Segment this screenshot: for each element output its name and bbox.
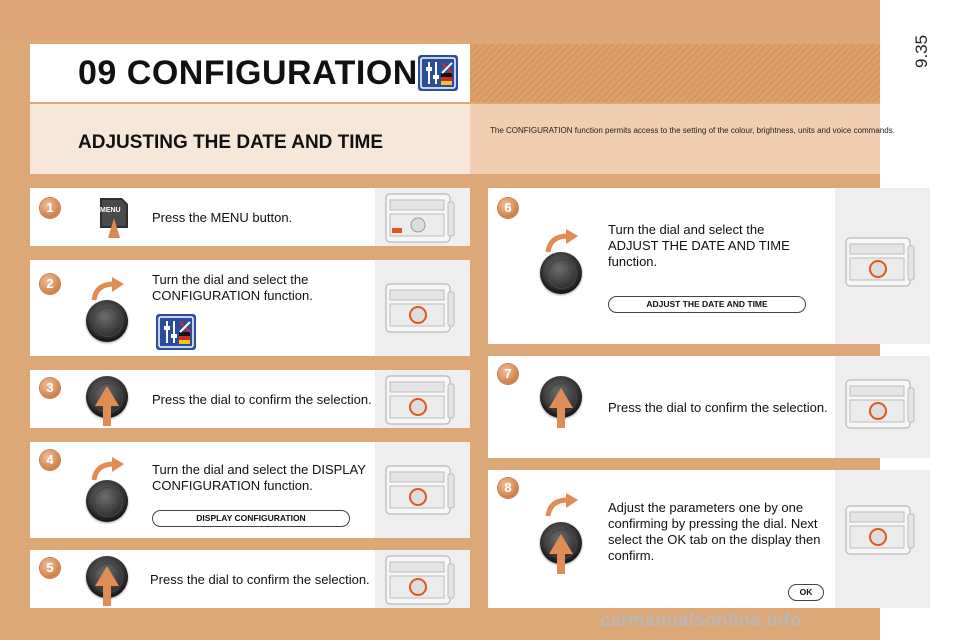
step-badge: 6 xyxy=(498,198,518,218)
step-badge: 8 xyxy=(498,478,518,498)
step-badge: 4 xyxy=(40,450,60,470)
radio-control-panel-icon xyxy=(842,500,920,560)
dial-icon xyxy=(86,300,128,342)
step-1 xyxy=(30,188,470,246)
radio-control-panel-icon xyxy=(382,460,460,520)
title-block xyxy=(30,44,470,102)
press-arrow-icon xyxy=(92,564,122,608)
ok-label: OK xyxy=(788,584,824,601)
step-badge: 3 xyxy=(40,378,60,398)
section-header xyxy=(30,104,470,174)
step-badge: 2 xyxy=(40,274,60,294)
step-4 xyxy=(30,442,470,538)
radio-control-panel-icon xyxy=(842,232,920,292)
menu-button-icon xyxy=(96,194,132,240)
configuration-settings-icon xyxy=(418,55,458,91)
step-7-text: Press the dial to confirm the selection. xyxy=(608,400,828,415)
section-title: ADJUSTING THE DATE AND TIME xyxy=(78,132,384,153)
dial-icon xyxy=(540,252,582,294)
adjust-date-time-label: ADJUST THE DATE AND TIME xyxy=(608,296,806,313)
turn-arrow-icon xyxy=(544,228,578,254)
step-6-text: Turn the dial and select the ADJUST THE DATE AND TIME function. xyxy=(608,222,790,269)
step-7 xyxy=(488,356,930,458)
turn-arrow-icon xyxy=(544,492,578,518)
step-5 xyxy=(30,550,470,608)
turn-arrow-icon xyxy=(90,456,124,482)
dial-icon xyxy=(86,480,128,522)
intro-box xyxy=(470,104,895,174)
step-2-text: Turn the dial and select the CONFIGURATION function. xyxy=(152,272,313,303)
step-2 xyxy=(30,260,470,356)
turn-arrow-icon xyxy=(90,276,124,302)
radio-control-panel-icon xyxy=(382,278,460,338)
page-number: 9.35 xyxy=(912,34,931,68)
step-4-text: Turn the dial and select the DISPLAY CONFIGURATION function. xyxy=(152,462,366,493)
radio-control-panel-icon xyxy=(382,370,460,430)
chapter-number: 09 xyxy=(78,54,117,92)
step-badge: 1 xyxy=(40,198,60,218)
press-arrow-icon xyxy=(92,384,122,428)
decorative-stripe xyxy=(470,44,880,102)
press-arrow-icon xyxy=(546,386,576,430)
page-title xyxy=(78,54,418,93)
step-3-text: Press the dial to confirm the selection. xyxy=(152,392,372,407)
radio-control-panel-icon xyxy=(382,188,460,248)
radio-control-panel-icon xyxy=(382,550,460,610)
header-band xyxy=(0,0,880,42)
step-badge: 5 xyxy=(40,558,60,578)
step-5-text: Press the dial to confirm the selection. xyxy=(150,572,370,587)
press-arrow-icon xyxy=(546,532,576,576)
intro-text: The CONFIGURATION function permits access to the setting of the colour, brightness, units and voice commands. xyxy=(490,126,895,135)
step-1-text: Press the MENU button. xyxy=(152,210,293,225)
watermark: carmanualsonline.info xyxy=(600,610,802,630)
menu-button-label: MENU xyxy=(100,207,121,214)
step-8 xyxy=(488,470,930,608)
step-6 xyxy=(488,188,930,344)
chapter-title: CONFIGURATION xyxy=(126,54,418,92)
display-configuration-label: DISPLAY CONFIGURATION xyxy=(152,510,350,527)
radio-control-panel-icon xyxy=(842,374,920,434)
configuration-settings-icon xyxy=(156,314,196,350)
step-badge: 7 xyxy=(498,364,518,384)
step-8-text: Adjust the parameters one by one confirming by pressing the dial. Next select the OK tab on the display then confirm. xyxy=(608,500,821,563)
step-3 xyxy=(30,370,470,428)
